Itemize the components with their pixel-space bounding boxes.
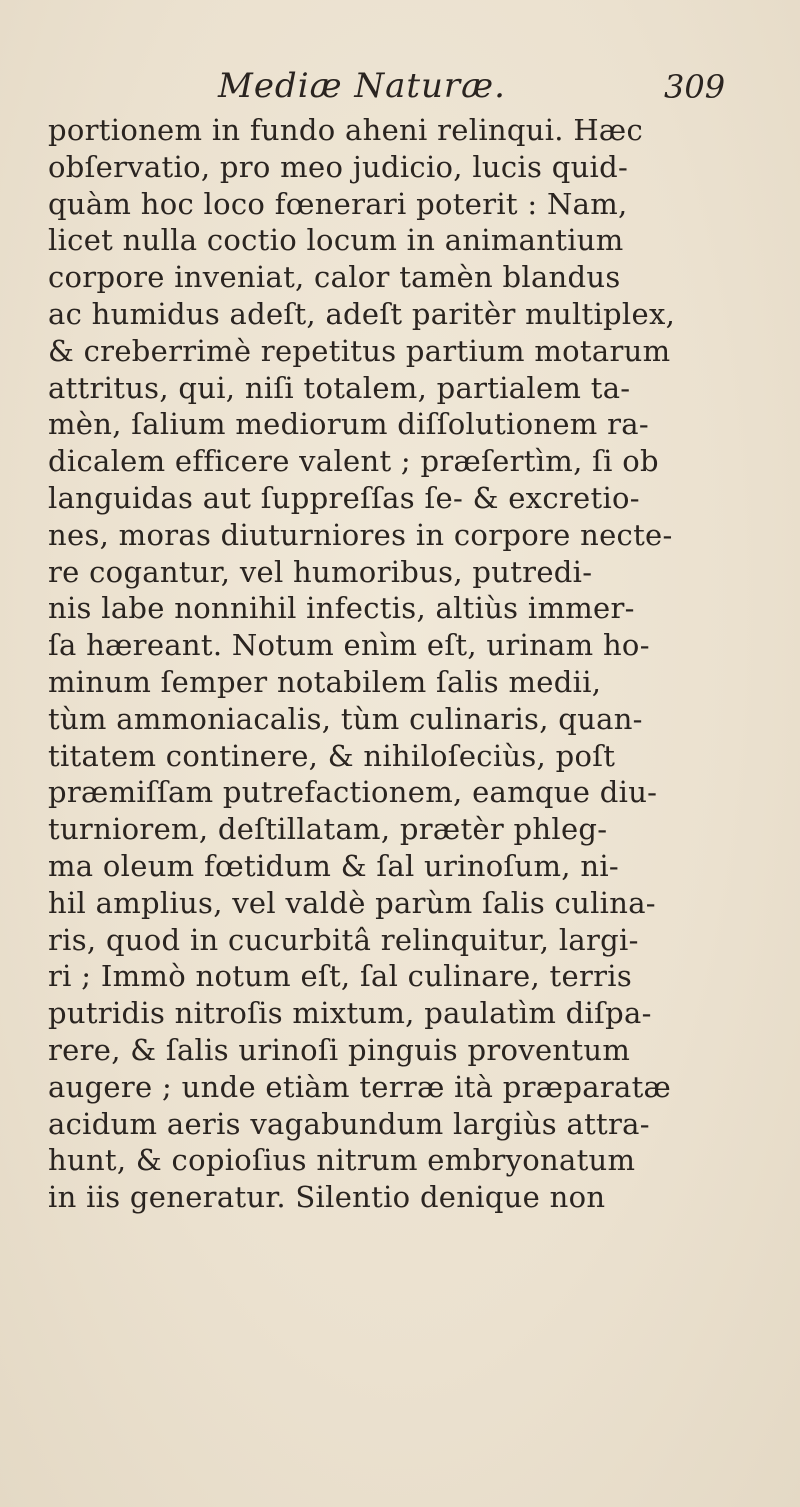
text-line: quàm hoc loco fœnerari poterit : Nam, [48,186,628,221]
text-line: titatem continere, & nihiloſeciùs, poſt [48,738,616,773]
text-line: ri ; Immò notum eſt, ſal culinare, terris [48,959,633,994]
text-line: mèn, ſalium mediorum diſſolutionem ra- [48,407,649,442]
text-line: præmiſſam putrefactionem, eamque diu- [48,775,658,810]
text-line: minum ſemper notabilem ſalis medii, [48,664,602,699]
text-line: ma oleum fœtidum & ſal urinoſum, ni- [48,848,619,883]
text-line: re cogantur, vel humoribus, putredi- [48,554,593,589]
text-line: languidas aut ſuppreſſas ſe- & excretio- [48,480,640,515]
text-line: nes, moras diuturniores in corpore necte- [48,517,673,552]
text-line: in iis generatur. Silentio denique non [48,1180,606,1215]
running-title: Mediæ Naturæ. [218,66,506,106]
text-line: ris, quod in cucurbitâ relinquitur, largi- [48,922,639,957]
text-line: dicalem efficere valent ; præſertìm, ſi ob [48,444,659,479]
text-line: hunt, & copioſius nitrum embryonatum [48,1143,636,1178]
text-line: tùm ammoniacalis, tùm culinaris, quan- [48,701,643,736]
text-line: obſervatio, pro meo judicio, lucis quid- [48,149,629,184]
text-line: ſa hæreant. Notum enìm eſt, urinam ho- [48,628,650,663]
text-line: acidum aeris vagabundum largiùs attra- [48,1106,650,1141]
text-line: attritus, qui, niſi totalem, partialem ta- [48,370,631,405]
text-line: nis labe nonnihil infectis, altiùs immer- [48,591,635,626]
text-line: corpore inveniat, calor tamèn blandus [48,260,621,295]
page-number: 309 [664,68,726,106]
text-line: hil amplius, vel valdè parùm ſalis culina- [48,885,656,920]
text-line: turniorem, deſtillatam, prætèr phleg- [48,812,608,847]
text-line: & creberrimè repetitus partium motarum [48,333,671,368]
text-line: rere, & ſalis urinoſi pinguis proventum [48,1032,631,1067]
text-line: putridis nitroſis mixtum, paulatìm diſpa- [48,996,652,1031]
page-header [0,66,800,106]
body-text [48,112,768,1216]
text-line: ac humidus adeſt, adeſt paritèr multiplex, [48,296,676,331]
text-line: augere ; unde etiàm terræ ità præparatæ [48,1069,672,1104]
text-line: licet nulla coctio locum in animantium [48,223,624,258]
text-line: portionem in fundo aheni relinqui. Hæc [48,113,644,147]
